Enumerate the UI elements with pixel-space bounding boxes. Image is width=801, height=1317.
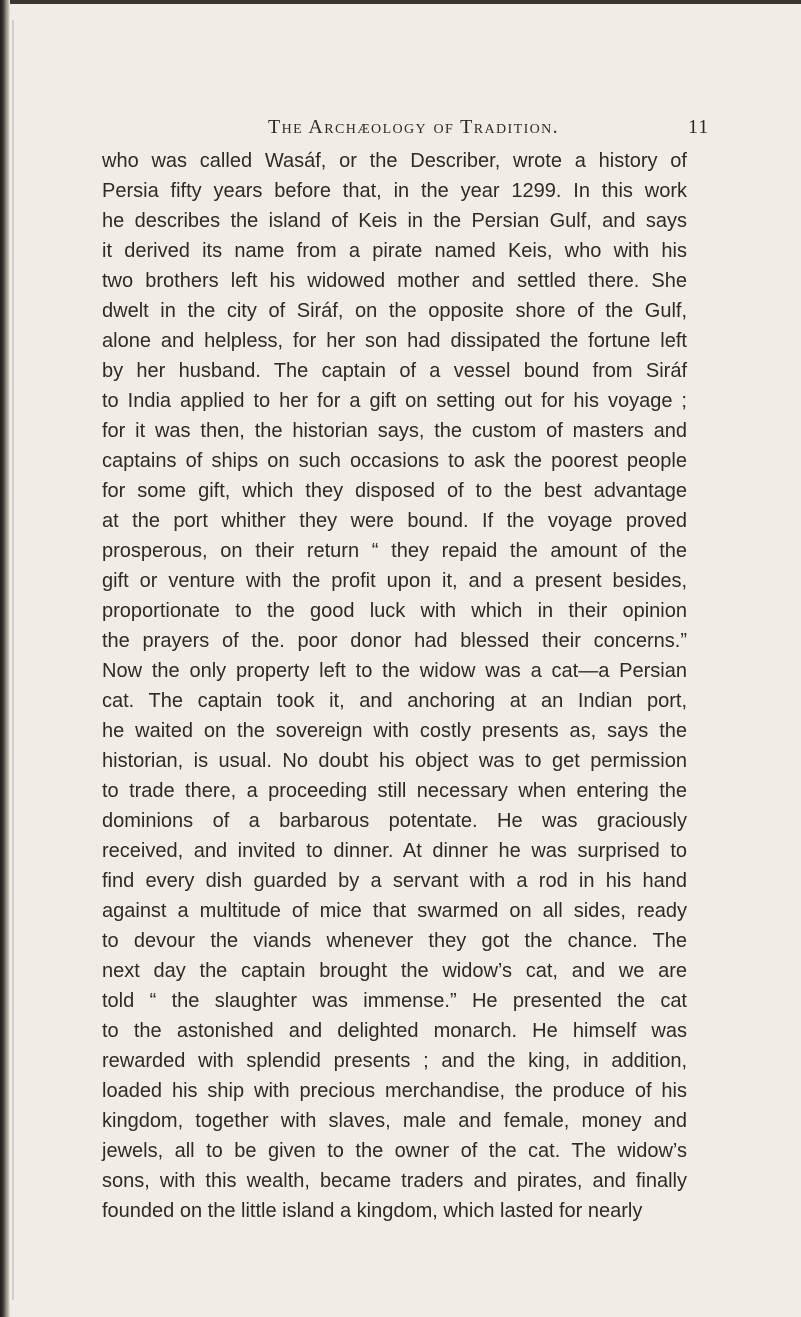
text-line: kingdom, together with slaves, male and female, money and — [102, 1110, 687, 1132]
page-number: 11 — [688, 116, 710, 138]
text-line: jewels, all to be given to the owner of the cat. The widow’s — [102, 1140, 687, 1162]
text-line: to trade there, a proceeding still necessary when entering the — [102, 780, 687, 802]
text-line: received, and invited to dinner. At dinner he was surprised to — [102, 840, 687, 862]
text-line: Persia fifty years before that, in the year 1299. In this work — [102, 180, 687, 202]
text-line: for it was then, the historian says, the custom of masters and — [102, 420, 687, 442]
text-line: to devour the viands whenever they got the chance. The — [102, 930, 687, 952]
text-line: alone and helpless, for her son had dissipated the fortune left — [102, 330, 687, 352]
text-line: captains of ships on such occasions to ask the poorest people — [102, 450, 687, 472]
text-line: he waited on the sovereign with costly presents as, says the — [102, 720, 687, 742]
left-binding-edge — [0, 0, 10, 1317]
text-line: who was called Wasáf, or the Describer, wrote a history of — [102, 150, 687, 172]
text-line: find every dish guarded by a servant with a rod in his hand — [102, 870, 687, 892]
text-line: gift or venture with the profit upon it, and a present besides, — [102, 570, 687, 592]
text-line: loaded his ship with precious merchandise, the produce of his — [102, 1080, 687, 1102]
text-line: rewarded with splendid presents ; and the king, in addition, — [102, 1050, 687, 1072]
text-line: against a multitude of mice that swarmed on all sides, ready — [102, 900, 687, 922]
text-line: to the astonished and delighted monarch. He himself was — [102, 1020, 687, 1042]
text-line: dwelt in the city of Siráf, on the opposite shore of the Gulf, — [102, 300, 687, 322]
text-line: prosperous, on their return “ they repaid the amount of the — [102, 540, 687, 562]
text-line: it derived its name from a pirate named Keis, who with his — [102, 240, 687, 262]
text-line: dominions of a barbarous potentate. He was graciously — [102, 810, 687, 832]
text-line: to India applied to her for a gift on setting out for his voyage ; — [102, 390, 687, 412]
text-line: cat. The captain took it, and anchoring at an Indian port, — [102, 690, 687, 712]
text-line: by her husband. The captain of a vessel bound from Siráf — [102, 360, 687, 382]
text-line: Now the only property left to the widow was a cat—a Persian — [102, 660, 687, 682]
text-line: he describes the island of Keis in the Persian Gulf, and says — [102, 210, 687, 232]
text-line: proportionate to the good luck with which in their opinion — [102, 600, 687, 622]
binding-shadow — [12, 20, 14, 1300]
running-head — [0, 116, 801, 146]
text-line: told “ the slaughter was immense.” He presented the cat — [102, 990, 687, 1012]
running-title: The Archæology of Tradition. — [268, 116, 560, 138]
text-line: at the port whither they were bound. If the voyage proved — [102, 510, 687, 532]
text-line: historian, is usual. No doubt his object was to get permission — [102, 750, 687, 772]
text-line: sons, with this wealth, became traders and pirates, and finally — [102, 1170, 687, 1192]
text-line: two brothers left his widowed mother and settled there. She — [102, 270, 687, 292]
text-line: founded on the little island a kingdom, which lasted for nearly — [102, 1200, 643, 1222]
text-line: the prayers of the. poor donor had blessed their concerns.” — [102, 630, 687, 652]
top-edge-rule — [0, 0, 801, 4]
text-line: next day the captain brought the widow’s cat, and we are — [102, 960, 687, 982]
text-line: for some gift, which they disposed of to the best advantage — [102, 480, 687, 502]
